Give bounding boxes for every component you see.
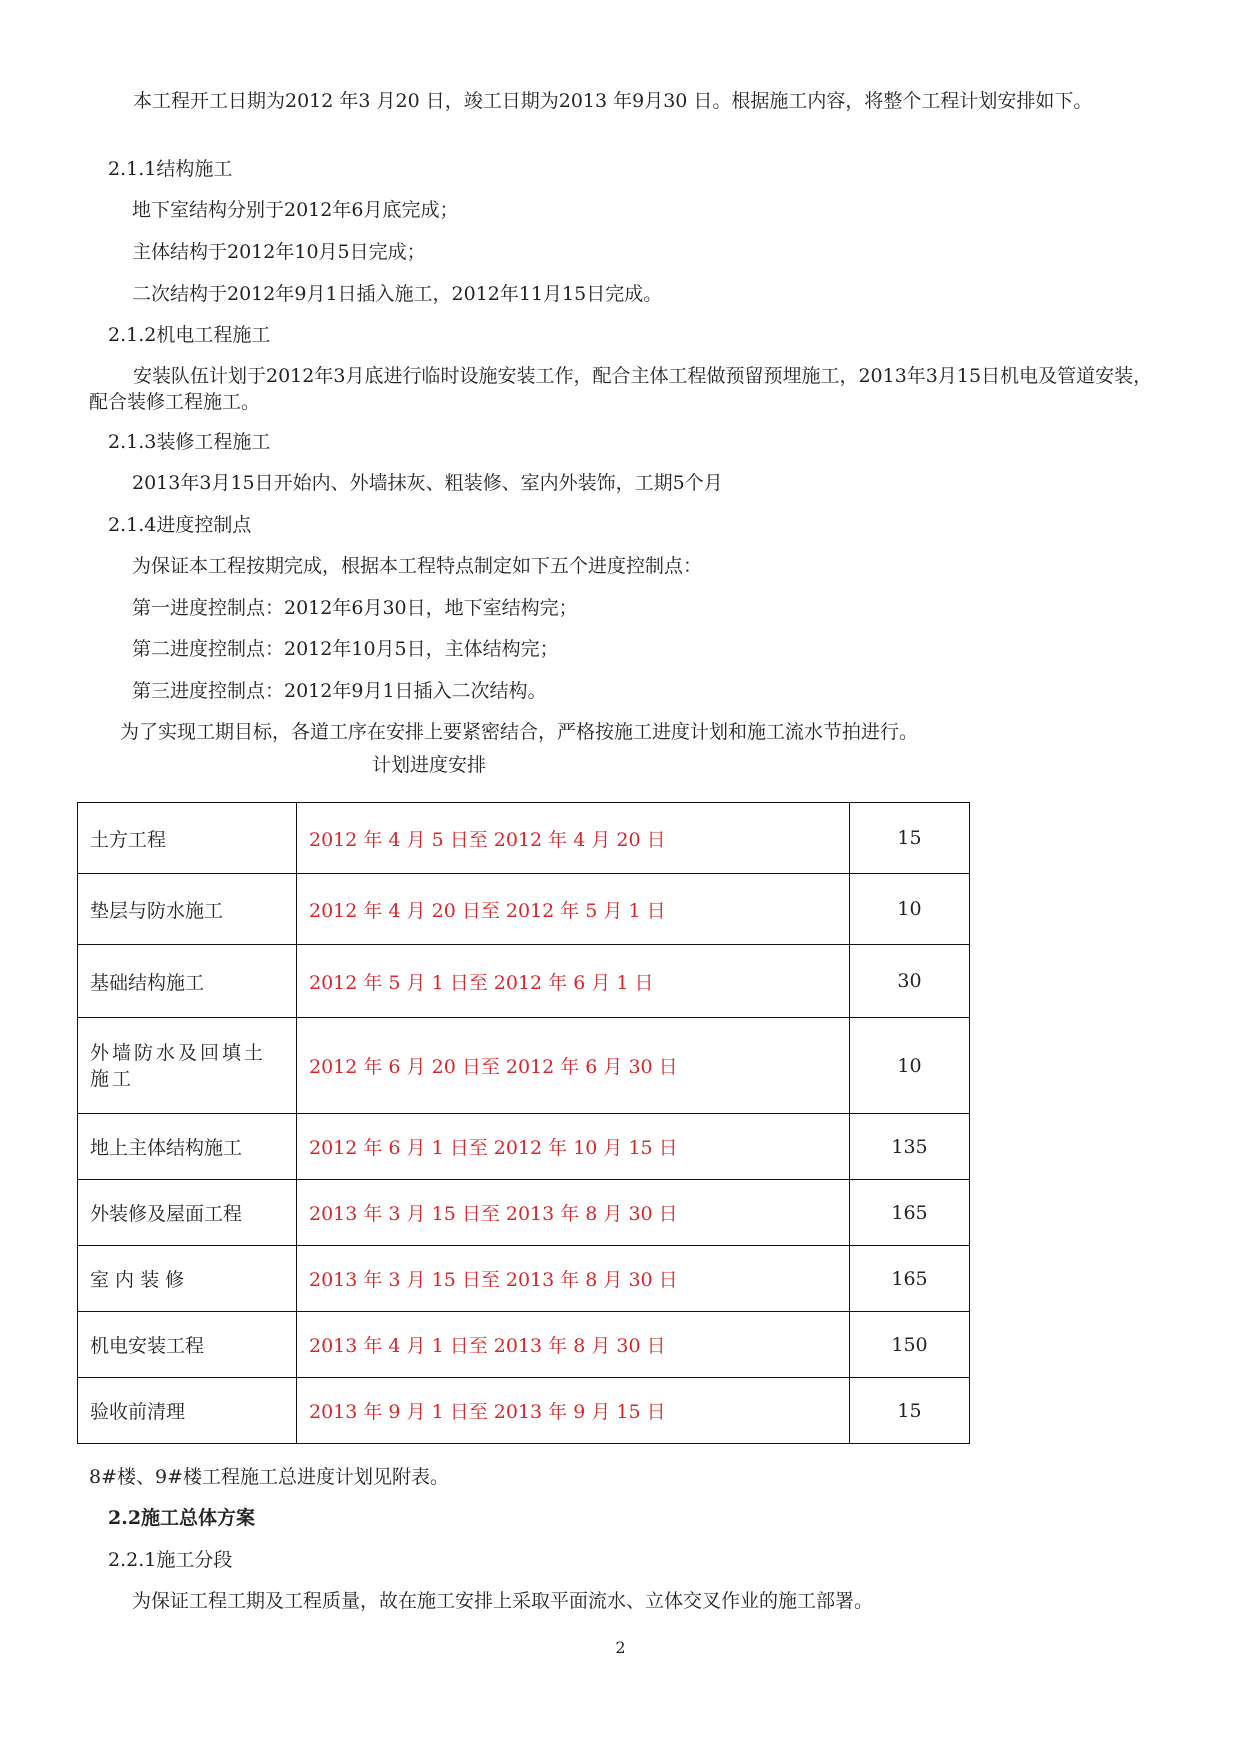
task-days: 150 [850, 1312, 970, 1378]
task-name: 土方工程 [78, 803, 297, 874]
table-row [78, 945, 970, 1018]
table-row [78, 803, 970, 874]
task-dates: 2012 年 6 月 1 日至 2012 年 10 月 15 日 [297, 1114, 850, 1180]
task-days: 15 [850, 1378, 970, 1444]
task-dates: 2012 年 4 月 5 日至 2012 年 4 月 20 日 [297, 803, 850, 874]
page-number: 2 [615, 1638, 626, 1657]
task-dates: 2013 年 4 月 1 日至 2013 年 8 月 30 日 [297, 1312, 850, 1378]
table-row [78, 1018, 970, 1114]
text-line: 第二进度控制点：2012年10月5日，主体结构完； [132, 638, 559, 660]
text-line: 二次结构于2012年9月1日插入施工，2012年11月15日完成。 [132, 283, 663, 305]
task-dates: 2013 年 9 月 1 日至 2013 年 9 月 15 日 [297, 1378, 850, 1444]
text-line: 第一进度控制点：2012年6月30日，地下室结构完； [132, 597, 578, 619]
task-days: 15 [850, 803, 970, 874]
task-days: 165 [850, 1246, 970, 1312]
task-name: 基础结构施工 [78, 945, 297, 1018]
task-name: 地上主体结构施工 [78, 1114, 297, 1180]
text-line: 为了实现工期目标，各道工序在安排上要紧密结合，严格按施工进度计划和施工流水节拍进行。 [120, 721, 919, 743]
section-heading-2-1-1: 2.1.1结构施工 [108, 158, 233, 180]
intro-paragraph: 本工程开工日期为2012 年3 月20 日，竣工日期为2013 年9月30 日。根据施工内容，将整个工程计划安排如下。 [133, 90, 1093, 112]
task-days: 135 [850, 1114, 970, 1180]
text-line: 地下室结构分别于2012年6月底完成； [132, 199, 459, 221]
task-days: 10 [850, 1018, 970, 1114]
table-row [78, 1180, 970, 1246]
table-caption: 计划进度安排 [372, 754, 487, 776]
task-name: 外墙防水及回填土施工 [78, 1018, 297, 1114]
section-heading-2-1-2: 2.1.2机电工程施工 [108, 324, 271, 346]
text-line: 为保证本工程按期完成，根据本工程特点制定如下五个进度控制点： [132, 555, 703, 577]
text-line: 主体结构于2012年10月5日完成； [132, 241, 426, 263]
table-row [78, 1378, 970, 1444]
task-name: 垫层与防水施工 [78, 874, 297, 945]
task-name: 机电安装工程 [78, 1312, 297, 1378]
task-days: 10 [850, 874, 970, 945]
table-row [78, 1312, 970, 1378]
table-row [78, 874, 970, 945]
task-dates: 2012 年 6 月 20 日至 2012 年 6 月 30 日 [297, 1018, 850, 1114]
task-name: 外装修及屋面工程 [78, 1180, 297, 1246]
section-heading-2-2: 2.2施工总体方案 [108, 1507, 256, 1529]
task-dates: 2013 年 3 月 15 日至 2013 年 8 月 30 日 [297, 1180, 850, 1246]
section-heading-2-1-4: 2.1.4进度控制点 [108, 514, 252, 536]
task-days: 30 [850, 945, 970, 1018]
task-dates: 2012 年 4 月 20 日至 2012 年 5 月 1 日 [297, 874, 850, 945]
section-heading-2-1-3: 2.1.3装修工程施工 [108, 431, 271, 453]
text-line: 为保证工程工期及工程质量，故在施工安排上采取平面流水、立体交叉作业的施工部署。 [132, 1590, 874, 1612]
task-days: 165 [850, 1180, 970, 1246]
text-line: 第三进度控制点：2012年9月1日插入二次结构。 [132, 680, 547, 702]
task-dates: 2013 年 3 月 15 日至 2013 年 8 月 30 日 [297, 1246, 850, 1312]
schedule-table [77, 802, 970, 1444]
task-name: 室 内 装 修 [78, 1246, 297, 1312]
table-row [78, 1246, 970, 1312]
table-row [78, 1114, 970, 1180]
table-note: 8#楼、9#楼工程施工总进度计划见附表。 [89, 1466, 450, 1488]
task-name: 验收前清理 [78, 1378, 297, 1444]
section-heading-2-2-1: 2.2.1施工分段 [108, 1549, 233, 1571]
text-line: 2013年3月15日开始内、外墙抹灰、粗装修、室内外装饰，工期5个月 [132, 472, 723, 494]
task-dates: 2012 年 5 月 1 日至 2012 年 6 月 1 日 [297, 945, 850, 1018]
mep-paragraph: 安装队伍计划于2012年3月底进行临时设施安装工作，配合主体工程做预留预埋施工，2013年3月15日机电及管道安装，配合装修工程施工。 [89, 365, 1153, 413]
